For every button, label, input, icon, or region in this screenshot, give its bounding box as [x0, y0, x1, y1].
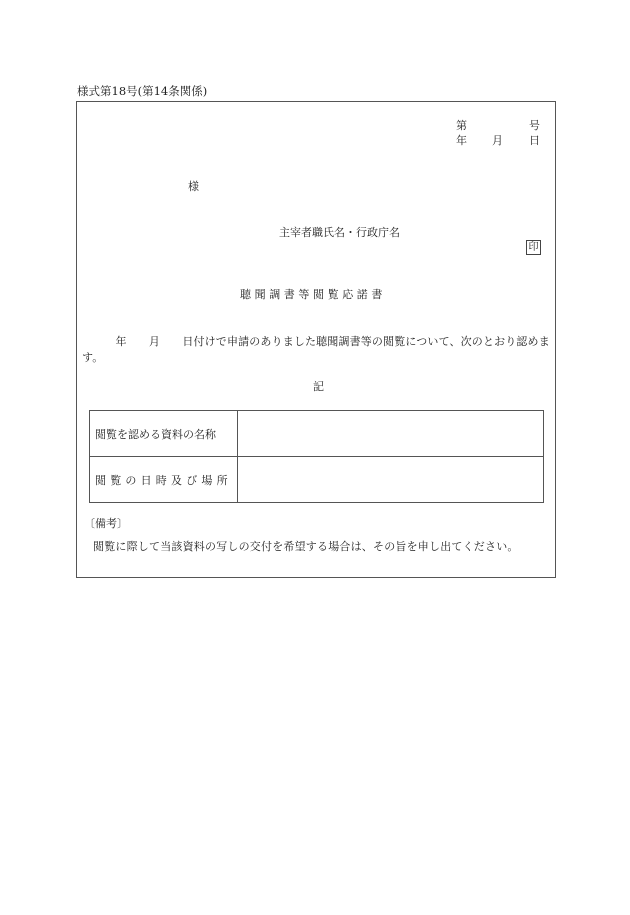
details-table: [89, 410, 544, 503]
table-row: [90, 411, 544, 457]
ki-heading: 記: [313, 380, 324, 393]
table-row: [90, 457, 544, 503]
seal-mark-icon: 印: [526, 240, 541, 255]
date-year-label: 年: [456, 134, 467, 147]
document-title: 聴聞調書等閲覧応諾書: [240, 288, 386, 301]
remarks-heading: 〔備考〕: [84, 517, 128, 530]
row-value-material-name: [238, 411, 544, 457]
date-month-label: 月: [492, 134, 503, 147]
form-number-label: 様式第18号(第14条関係): [77, 84, 208, 98]
row-label-material-name: 閲覧を認める資料の名称: [90, 411, 238, 457]
number-suffix: 号: [529, 119, 540, 132]
number-prefix: 第: [456, 119, 467, 132]
sender-name-label: 主宰者職氏名・行政庁名: [279, 226, 400, 239]
addressee-honorific: 様: [188, 180, 199, 193]
row-value-datetime-place: [238, 457, 544, 503]
date-day-label: 日: [529, 134, 540, 147]
remarks-text: 閲覧に際して当該資料の写しの交付を希望する場合は、その旨を申し出てください。: [93, 540, 519, 553]
row-label-datetime-place: 閲覧の日時及び場所: [90, 457, 238, 503]
body-paragraph: 年 月 日付けで申請のありました聴聞調書等の閲覧について、次のとおり認めます。: [82, 335, 550, 364]
